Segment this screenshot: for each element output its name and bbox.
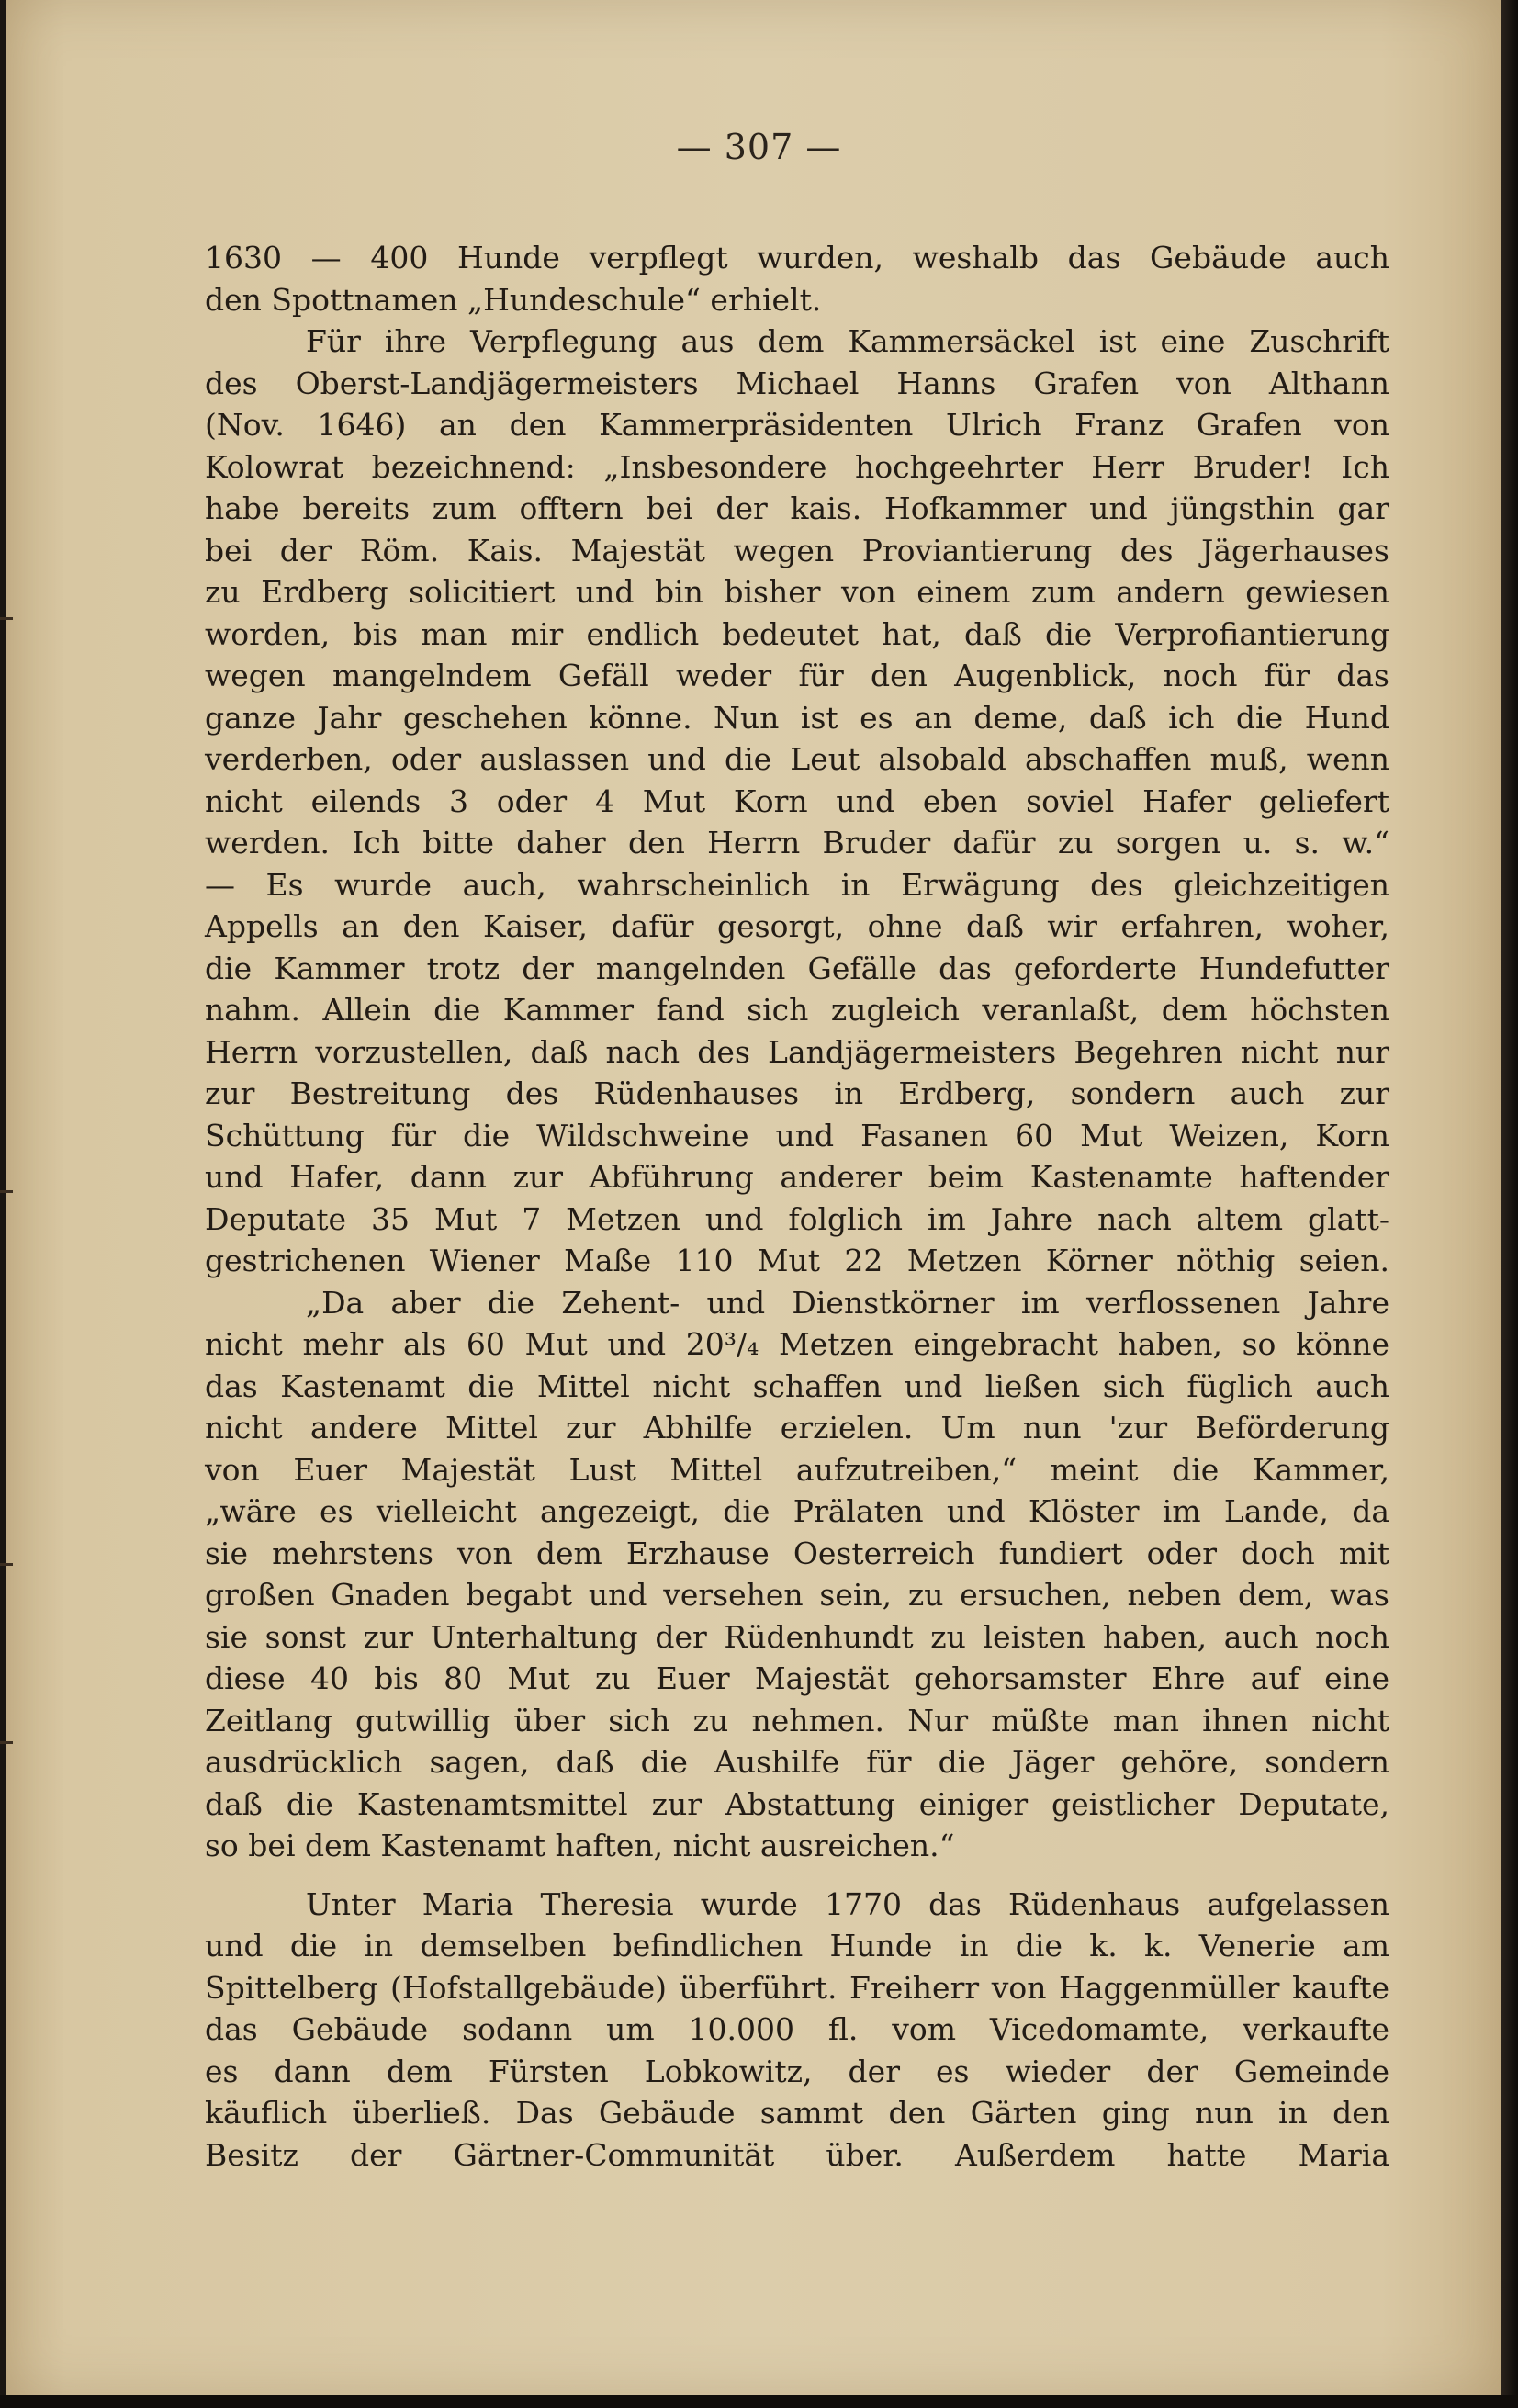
text-line: so bei dem Kastenamt haften, nicht ausreichen.“ [205, 1828, 955, 1863]
margin-tick-mark [0, 617, 13, 620]
text-line: Kolowrat bezeichnend: „Insbesondere hochgeehrter Herr Bruder! Ich [205, 448, 1389, 485]
text-line: sie sonst zur Unterhaltung der Rüdenhundt zu leisten haben, auch noch [205, 1618, 1389, 1655]
margin-tick-mark [0, 1741, 13, 1744]
text-line: großen Gnaden begabt und versehen sein, zu ersuchen, neben dem, was [205, 1577, 1389, 1613]
text-line: Deputate 35 Mut 7 Metzen und folglich im Jahre nach altem glatt- [205, 1200, 1389, 1237]
text-line: das Kastenamt die Mittel nicht schaffen und ließen sich füglich auch [205, 1367, 1389, 1404]
text-line: die Kammer trotz der mangelnden Gefälle das geforderte Hundefutter [205, 950, 1389, 986]
body-text [205, 237, 1389, 2176]
paragraph-gap [205, 1867, 1389, 1884]
text-line: Spittelberg (Hofstallgebäude) überführt. Freiherr von Haggenmüller kaufte [205, 1969, 1389, 2006]
text-line: und die in demselben befindlichen Hunde in die k. k. Venerie am [205, 1928, 1389, 1964]
text-line: das Gebäude sodann um 10.000 fl. vom Vicedomamte, verkaufte [205, 2011, 1389, 2047]
text-line: des Oberst-Landjägermeisters Michael Hanns Grafen von Althann [205, 365, 1389, 401]
page-number: — 307 — [676, 127, 842, 167]
text-line: — Es wurde auch, wahrscheinlich in Erwägung des gleichzeitigen [205, 866, 1389, 903]
text-line: nicht eilends 3 oder 4 Mut Korn und eben soviel Hafer geliefert [205, 782, 1389, 819]
text-line: käuflich überließ. Das Gebäude sammt den Gärten ging nun in den [205, 2095, 1389, 2131]
text-line: zu Erdberg solicitiert und bin bisher von einem zum andern gewiesen [205, 574, 1389, 610]
text-line: von Euer Majestät Lust Mittel aufzutreiben,“ meint die Kammer, [205, 1451, 1389, 1488]
text-line: Appells an den Kaiser, dafür gesorgt, ohne daß wir erfahren, woher, [205, 908, 1389, 944]
text-line: ganze Jahr geschehen könne. Nun ist es an deme, daß ich die Hund [205, 699, 1389, 736]
text-line: diese 40 bis 80 Mut zu Euer Majestät gehorsamster Ehre auf eine [205, 1660, 1389, 1696]
text-line: daß die Kastenamtsmittel zur Abstattung einiger geistlicher Deputate, [205, 1785, 1389, 1822]
text-line: „wäre es vielleicht angezeigt, die Prälaten und Klöster im Lande, da [205, 1493, 1389, 1529]
page-edge-bottom [0, 2395, 1518, 2408]
text-line: Besitz der Gärtner-Communität über. Außerdem hatte Maria [205, 2136, 1389, 2173]
text-line: den Spottnamen „Hundeschule“ erhielt. [205, 281, 822, 318]
text-line: habe bereits zum offtern bei der kais. Hofkammer und jüngsthin gar [205, 490, 1389, 526]
text-line: Zeitlang gutwillig über sich zu nehmen. Nur müßte man ihnen nicht [205, 1702, 1389, 1738]
text-line: wegen mangelndem Gefäll weder für den Augenblick, noch für das [205, 658, 1389, 693]
text-line: sie mehrstens von dem Erzhause Oesterreich fundiert oder doch mit [205, 1535, 1389, 1571]
margin-tick-mark [0, 1190, 13, 1193]
text-line: zur Bestreitung des Rüdenhauses in Erdberg, sondern auch zur [205, 1075, 1389, 1111]
text-line: und Hafer, dann zur Abführung anderer beim Kastenamte haftender [205, 1159, 1389, 1195]
text-line: es dann dem Fürsten Lobkowitz, der es wieder der Gemeinde [205, 2053, 1389, 2089]
text-line: verderben, oder auslassen und die Leut alsobald abschaffen muß, wenn [205, 741, 1389, 777]
text-line: gestrichenen Wiener Maße 110 Mut 22 Metzen Körner nöthig seien. [205, 1243, 1389, 1278]
text-line: Herrn vorzustellen, daß nach des Landjägermeisters Begehren nicht nur [205, 1033, 1389, 1070]
text-line: nicht andere Mittel zur Abhilfe erzielen. Um nun 'zur Beförderung [205, 1410, 1389, 1446]
text-line: „Da aber die Zehent- und Dienstkörner im verflossenen Jahre [306, 1284, 1389, 1321]
text-line: werden. Ich bitte daher den Herrn Bruder dafür zu sorgen u. s. w.“ [205, 825, 1389, 861]
text-line: (Nov. 1646) an den Kammerpräsidenten Ulrich Franz Grafen von [205, 407, 1389, 443]
text-line: bei der Röm. Kais. Majestät wegen Proviantierung des Jägerhauses [205, 532, 1389, 568]
text-line: 1630 — 400 Hunde verpflegt wurden, weshalb das Gebäude auch [205, 240, 1389, 276]
text-line: Für ihre Verpflegung aus dem Kammersäckel ist eine Zuschrift [306, 323, 1389, 359]
page-edge-right [1501, 0, 1518, 2408]
margin-tick-mark [0, 1563, 13, 1566]
text-line: Unter Maria Theresia wurde 1770 das Rüdenhaus aufgelassen [306, 1885, 1389, 1922]
text-line: Schüttung für die Wildschweine und Fasanen 60 Mut Weizen, Korn [205, 1117, 1389, 1153]
text-line: nahm. Allein die Kammer fand sich zugleich veranlaßt, dem höchsten [205, 992, 1389, 1028]
text-line: ausdrücklich sagen, daß die Aushilfe für die Jäger gehöre, sondern [205, 1744, 1389, 1780]
text-line: worden, bis man mir endlich bedeutet hat, daß die Verprofiantierung [205, 615, 1389, 652]
text-line: nicht mehr als 60 Mut und 20³/₄ Metzen eingebracht haben, so könne [205, 1326, 1389, 1362]
